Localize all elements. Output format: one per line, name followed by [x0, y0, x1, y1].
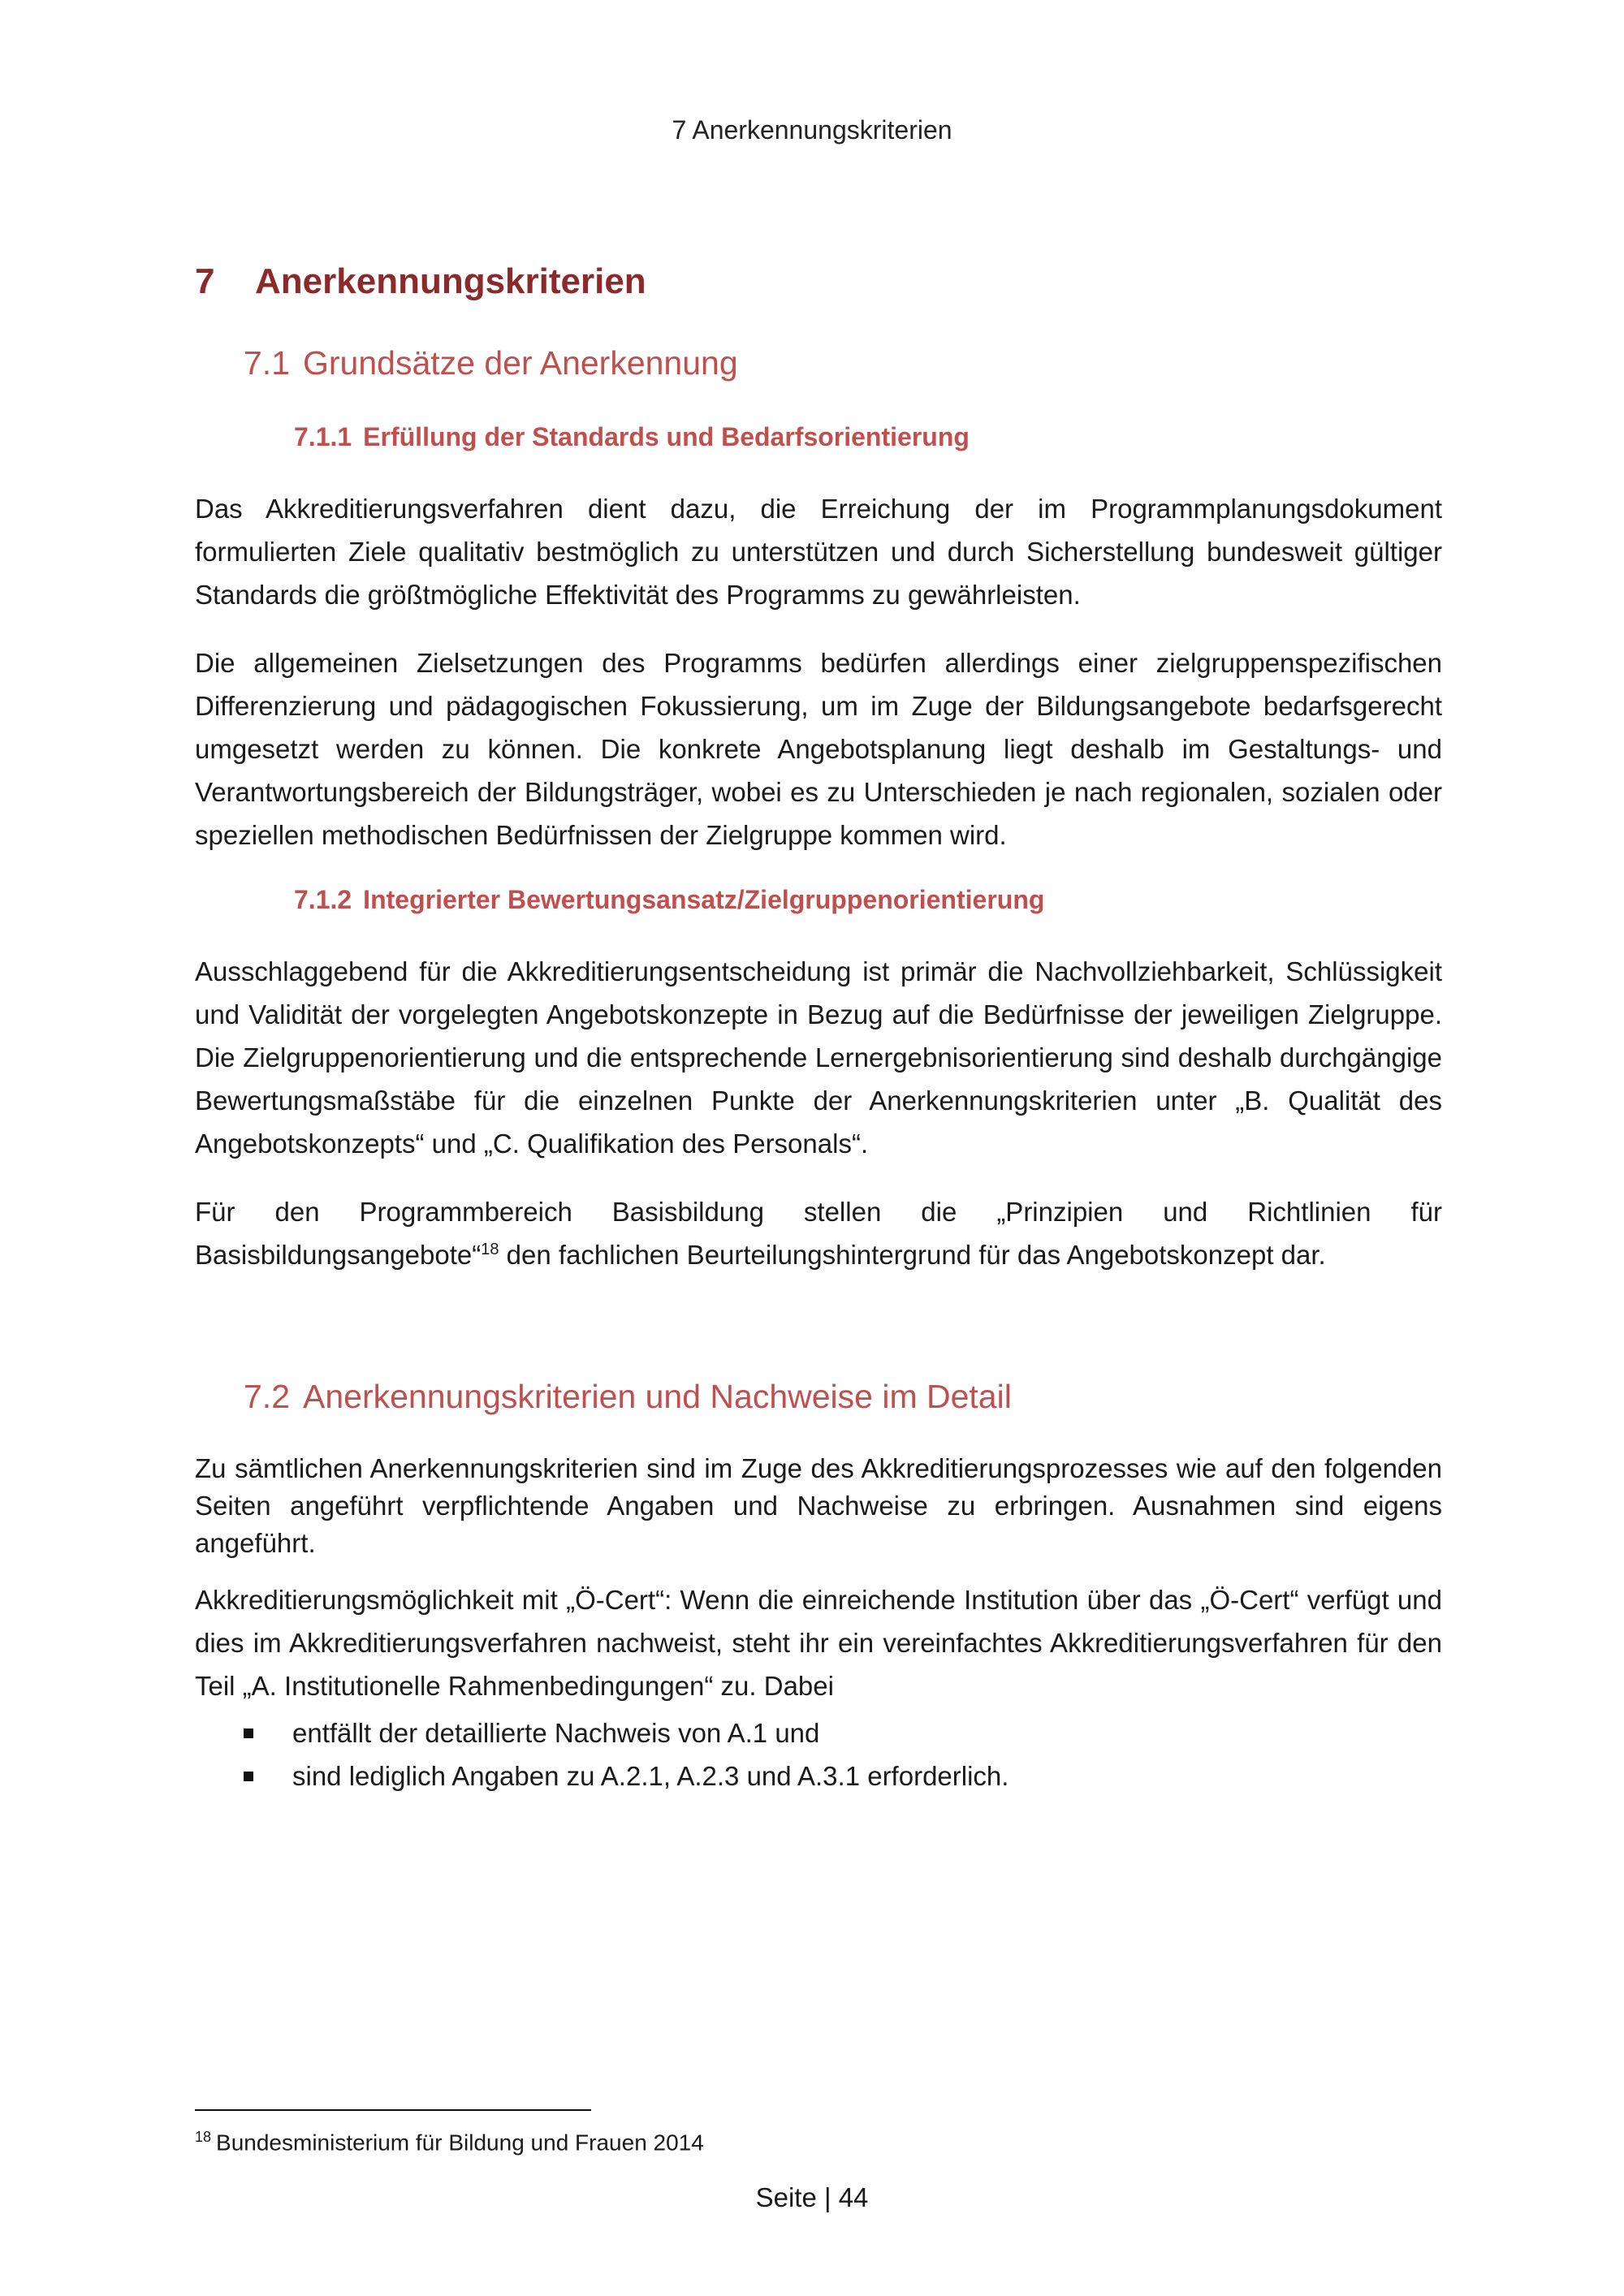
list-item-text: entfällt der detaillierte Nachweis von A.1 und	[292, 1718, 820, 1748]
square-bullet-icon	[244, 1728, 253, 1738]
chapter-title: Anerkennungskriterien	[255, 261, 646, 301]
paragraph-7-1-2-b	[195, 1190, 1442, 1276]
section-7-1-title: Grundsätze der Anerkennung	[303, 344, 738, 382]
footnote	[195, 2121, 704, 2159]
bullet-list	[244, 1711, 1009, 1798]
footnote-reference: 18	[481, 1241, 499, 1258]
footnote-text: Bundesministerium für Bildung und Frauen 2014	[216, 2130, 704, 2156]
paragraph-7-2-b: Akkreditierungsmöglichkeit mit „Ö-Cert“: Wenn die einreichende Institution über das „Ö-Cert“ verfügt und dies im Akkreditierungsverfahren nachweist, steht ihr ein vereinfachtes Akkreditierungsverfahren für den Teil „A. Institutionelle Rahmenbedingungen“ zu. Dabei	[195, 1585, 1442, 1701]
paragraph-7-1-2-b-text-start: Für den Programmbereich Basisbildung stellen die „Prinzipien und Richtlinien für Basisbildungsangebote“	[195, 1197, 1442, 1270]
page-number: Seite | 44	[755, 2182, 869, 2212]
section-7-2-title: Anerkennungskriterien und Nachweise im Detail	[303, 1378, 1012, 1415]
subsection-7-1-2-title: Integrierter Bewertungsansatz/Zielgruppenorientierung	[363, 885, 1045, 914]
running-header: 7 Anerkennungskriterien	[672, 115, 952, 145]
chapter-number: 7	[195, 261, 215, 301]
paragraph-7-1-2-a: Ausschlaggebend für die Akkreditierungsentscheidung ist primär die Nachvollziehbarkeit, Schlüssigkeit und Validität der vorgelegten Angebotskonzepte in Bezug auf die Bedürfnisse der jeweiligen Zielgruppe. Die Zielgruppenorientierung und die entsprechende Lernergebnisorientierung sind deshalb durchgängige Bewertungsmaßstäbe für die einzelnen Punkte der Anerkennungskriterien unter „B. Qualität des Angebotskonzepts“ und „C. Qualifikation des Personals“.	[195, 956, 1442, 1159]
list-item	[244, 1711, 1009, 1754]
list-item	[244, 1754, 1009, 1798]
subsection-7-1-2-number: 7.1.2	[294, 885, 352, 914]
section-7-1-heading	[244, 344, 738, 382]
section-7-2-heading	[244, 1378, 1012, 1416]
paragraph-7-1-1-a: Das Akkreditierungsverfahren dient dazu, die Erreichung der im Programmplanungsdokument formulierten Ziele qualitativ bestmöglich zu unterstützen und durch Sicherstellung bundesweit gültiger Standards die größtmögliche Effektivität des Programms zu gewährleisten.	[195, 494, 1442, 610]
footnote-marker: 18	[195, 2129, 212, 2145]
subsection-7-1-2-heading	[294, 885, 1044, 915]
subsection-7-1-1-number: 7.1.1	[294, 422, 352, 451]
chapter-heading	[195, 261, 646, 302]
square-bullet-icon	[244, 1772, 253, 1781]
subsection-7-1-1-title: Erfüllung der Standards und Bedarfsorientierung	[363, 422, 970, 451]
paragraph-7-2-a: Zu sämtlichen Anerkennungskriterien sind im Zuge des Akkreditierungsprozesses wie auf den folgenden Seiten angeführt verpflichtende Angaben und Nachweise zu erbringen. Ausnahmen sind eigens angeführt.	[195, 1453, 1442, 1558]
subsection-7-1-1-heading	[294, 422, 970, 452]
paragraph-7-1-1-b: Die allgemeinen Zielsetzungen des Programms bedürfen allerdings einer zielgruppenspezifischen Differenzierung und pädagogischen Fokussierung, um im Zuge der Bildungsangebote bedarfsgerecht umgesetzt werden zu können. Die konkrete Angebotsplanung liegt deshalb im Gestaltungs- und Verantwortungsbereich der Bildungsträger, wobei es zu Unterschieden je nach regionalen, sozialen oder speziellen methodischen Bedürfnissen der Zielgruppe kommen wird.	[195, 648, 1442, 850]
section-7-1-number: 7.1	[244, 344, 290, 382]
section-7-2-number: 7.2	[244, 1378, 290, 1415]
list-item-text: sind lediglich Angaben zu A.2.1, A.2.3 und A.3.1 erforderlich.	[292, 1761, 1009, 1791]
paragraph-7-1-2-b-text-end: den fachlichen Beurteilungshintergrund für das Angebotskonzept dar.	[499, 1240, 1326, 1270]
footnote-separator	[195, 2109, 591, 2111]
